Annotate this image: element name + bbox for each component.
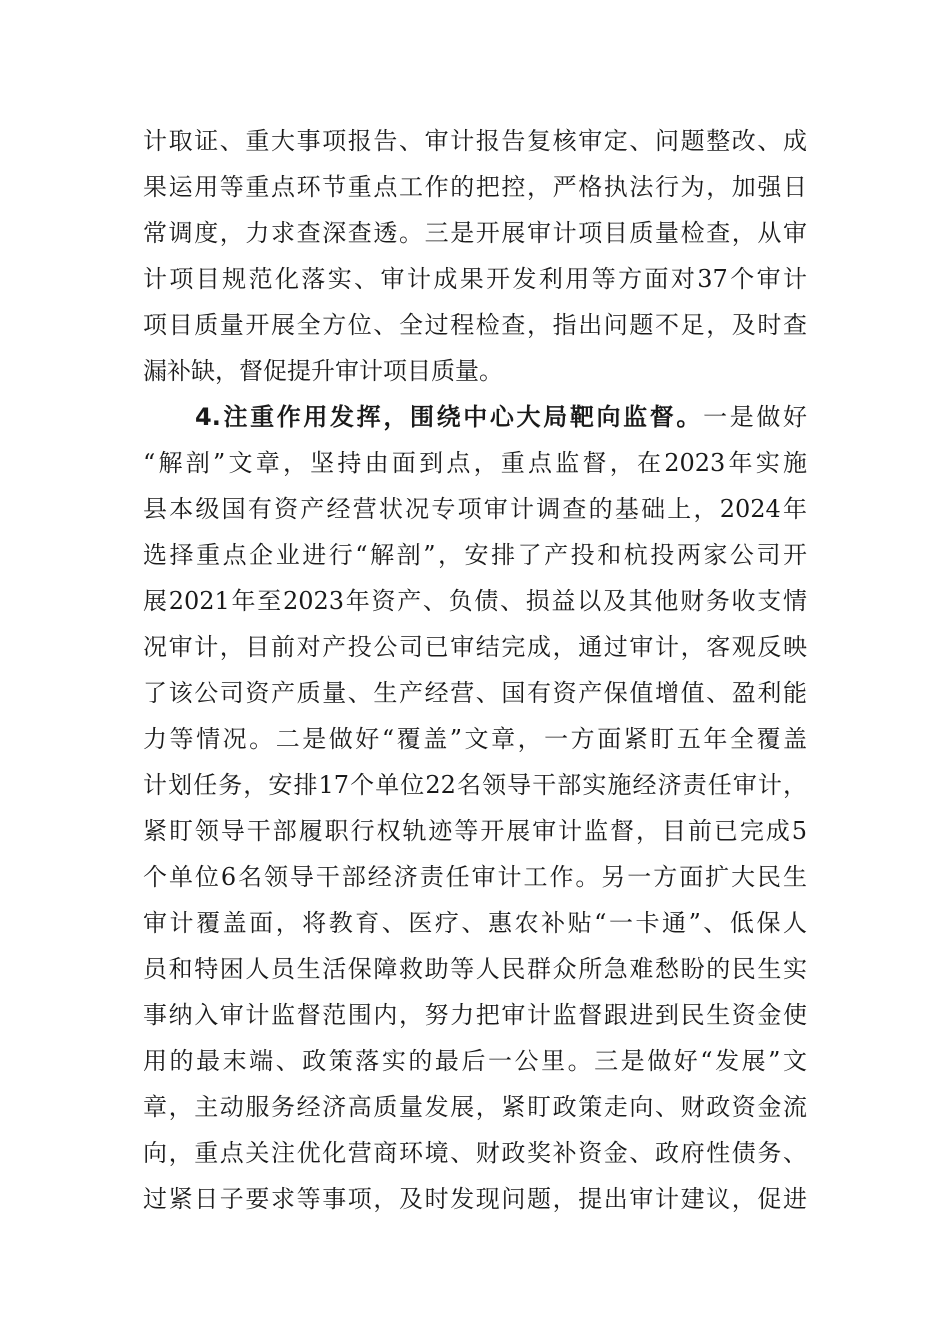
paragraph-2-line-7: 了该公司资产质量、生产经营、国有资产保值增值、盈利能	[143, 679, 807, 707]
paragraph-2-line-18: 过紧日子要求等事项，及时发现问题，提出审计建议，促进	[143, 1185, 807, 1213]
paragraph-1-line-4: 计项目规范化落实、审计成果开发利用等方面对37个审计	[143, 265, 807, 293]
paragraph-2-line-15: 用的最末端、政策落实的最后一公里。三是做好“发展”文	[143, 1047, 807, 1075]
paragraph-2-line-9: 计划任务，安排17个单位22名领导干部实施经济责任审计，	[143, 771, 807, 799]
paragraph-2-line-4: 选择重点企业进行“解剖”，安排了产投和杭投两家公司开	[143, 541, 807, 569]
paragraph-2-line-17: 向，重点关注优化营商环境、财政奖补资金、政府性债务、	[143, 1139, 807, 1167]
paragraph-2-first-line	[195, 394, 807, 440]
paragraph-1-line-1: 计取证、重大事项报告、审计报告复核审定、问题整改、成	[143, 127, 807, 155]
paragraph-2-line-8: 力等情况。二是做好“覆盖”文章，一方面紧盯五年全覆盖	[143, 725, 807, 753]
paragraph-2-first-line-text: 一是做好	[703, 403, 807, 431]
paragraph-2-line-10: 紧盯领导干部履职行权轨迹等开展审计监督，目前已完成5	[143, 817, 807, 845]
paragraph-1-line-5: 项目质量开展全方位、全过程检查，指出问题不足，及时查	[143, 311, 807, 339]
paragraph-2-line-14: 事纳入审计监督范围内，努力把审计监督跟进到民生资金使	[143, 1001, 807, 1029]
paragraph-1-line-6: 漏补缺，督促提升审计项目质量。	[143, 357, 503, 385]
paragraph-2-line-16: 章，主动服务经济高质量发展，紧盯政策走向、财政资金流	[143, 1093, 807, 1121]
paragraph-2-line-2: “解剖”文章，坚持由面到点，重点监督，在2023年实施	[143, 449, 807, 477]
paragraph-2-line-11: 个单位6名领导干部经济责任审计工作。另一方面扩大民生	[143, 863, 807, 891]
paragraph-2-line-6: 况审计，目前对产投公司已审结完成，通过审计，客观反映	[143, 633, 807, 661]
paragraph-2-line-3: 县本级国有资产经营状况专项审计调查的基础上，2024年	[143, 495, 807, 523]
paragraph-2-line-5: 展2021年至2023年资产、负债、损益以及其他财务收支情	[143, 587, 807, 615]
paragraph-2-heading: 4.注重作用发挥，围绕中心大局靶向监督。	[195, 403, 704, 431]
paragraph-1-line-3: 常调度，力求查深查透。三是开展审计项目质量检查，从审	[143, 219, 807, 247]
paragraph-1-line-2: 果运用等重点环节重点工作的把控，严格执法行为，加强日	[143, 173, 807, 201]
paragraph-2-line-12: 审计覆盖面，将教育、医疗、惠农补贴“一卡通”、低保人	[143, 909, 807, 937]
paragraph-2-line-13: 员和特困人员生活保障救助等人民群众所急难愁盼的民生实	[143, 955, 807, 983]
